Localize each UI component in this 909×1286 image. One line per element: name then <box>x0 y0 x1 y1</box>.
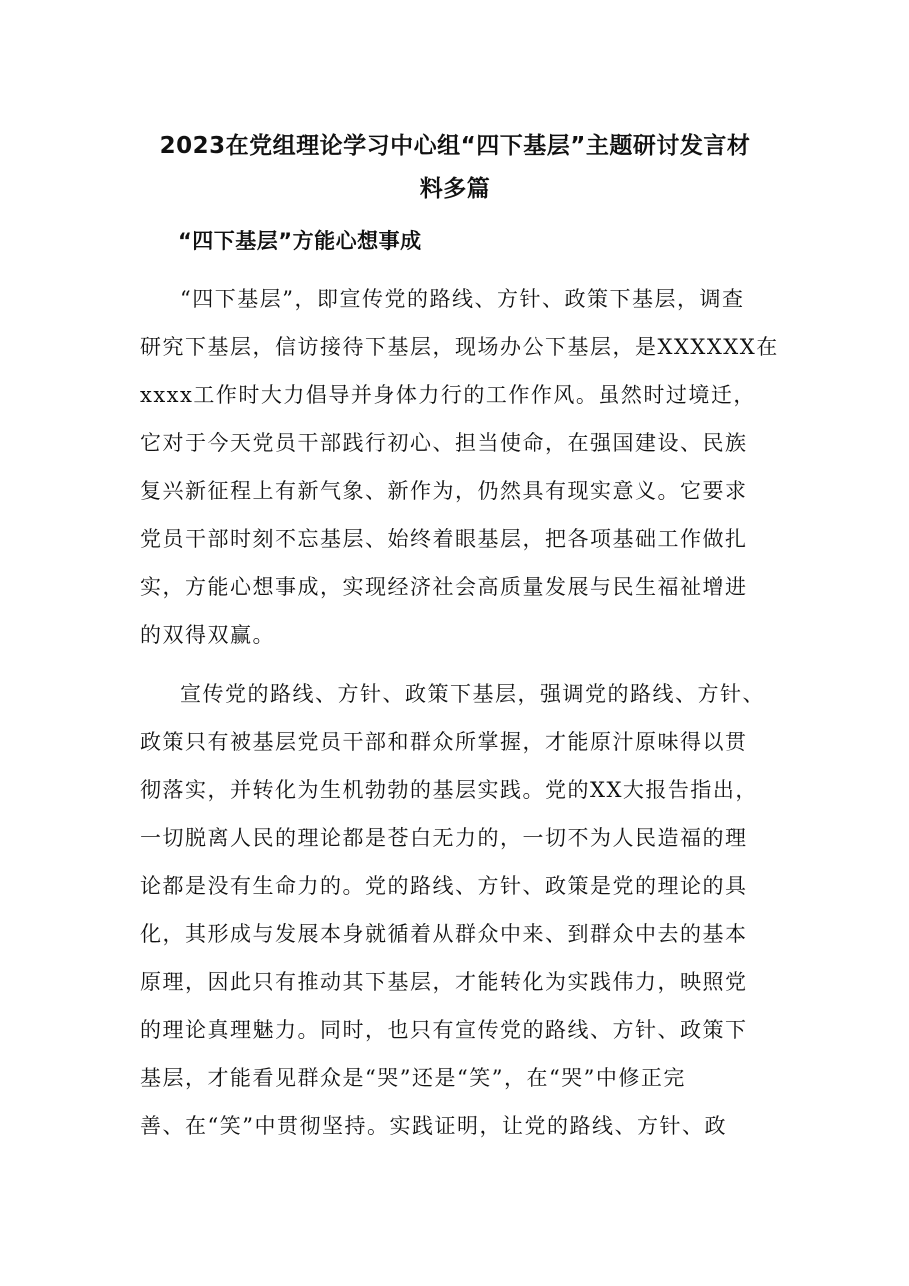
paragraph-line: 原理，因此只有推动其下基层，才能转化为实践伟力，映照党 <box>140 970 748 994</box>
paragraph-line: xxxx工作时大力倡导并身体力行的工作作风。虽然时过境迁， <box>140 383 756 407</box>
section-heading: “四下基层”方能心想事成 <box>178 229 422 253</box>
paragraph-line: 宣传党的路线、方针、政策下基层，强调党的路线、方针、 <box>180 682 765 706</box>
paragraph-line: 一切脱离人民的理论都是苍白无力的，一切不为人民造福的理 <box>140 826 748 850</box>
paragraph-line: 党员干部时刻不忘基层、始终着眼基层，把各项基础工作做扎 <box>140 527 748 551</box>
document-title-line-1: 2023在党组理论学习中心组“四下基层”主题研讨发言材 <box>159 133 751 159</box>
document-title-line-2: 料多篇 <box>419 176 491 202</box>
paragraph-line: 它对于今天党员干部践行初心、担当使命，在强国建设、民族 <box>140 431 748 455</box>
paragraph-line: 的双得双赢。 <box>140 623 275 647</box>
paragraph-line: “四下基层”，即宣传党的路线、方针、政策下基层，调查 <box>180 287 745 311</box>
paragraph-line: 基层，才能看见群众是“哭”还是“笑”，在“哭”中修正完 <box>140 1066 686 1090</box>
paragraph-line: 实，方能心想事成，实现经济社会高质量发展与民生福祉增进 <box>140 575 748 599</box>
paragraph-line: 复兴新征程上有新气象、新作为，仍然具有现实意义。它要求 <box>140 479 748 503</box>
paragraph-line: 化，其形成与发展本身就循着从群众中来、到群众中去的基本 <box>140 922 748 946</box>
paragraph-line: 彻落实，并转化为生机勃勃的基层实践。党的XX大报告指出， <box>140 778 758 802</box>
paragraph-line: 研究下基层，信访接待下基层，现场办公下基层，是XXXXXX在 <box>140 335 779 359</box>
paragraph-line: 论都是没有生命力的。党的路线、方针、政策是党的理论的具 <box>140 874 748 898</box>
paragraph-line: 的理论真理魅力。同时，也只有宣传党的路线、方针、政策下 <box>140 1018 748 1042</box>
paragraph-line: 政策只有被基层党员干部和群众所掌握，才能原汁原味得以贯 <box>140 730 748 754</box>
paragraph-line: 善、在“笑”中贯彻坚持。实践证明，让党的路线、方针、政 <box>140 1114 727 1138</box>
